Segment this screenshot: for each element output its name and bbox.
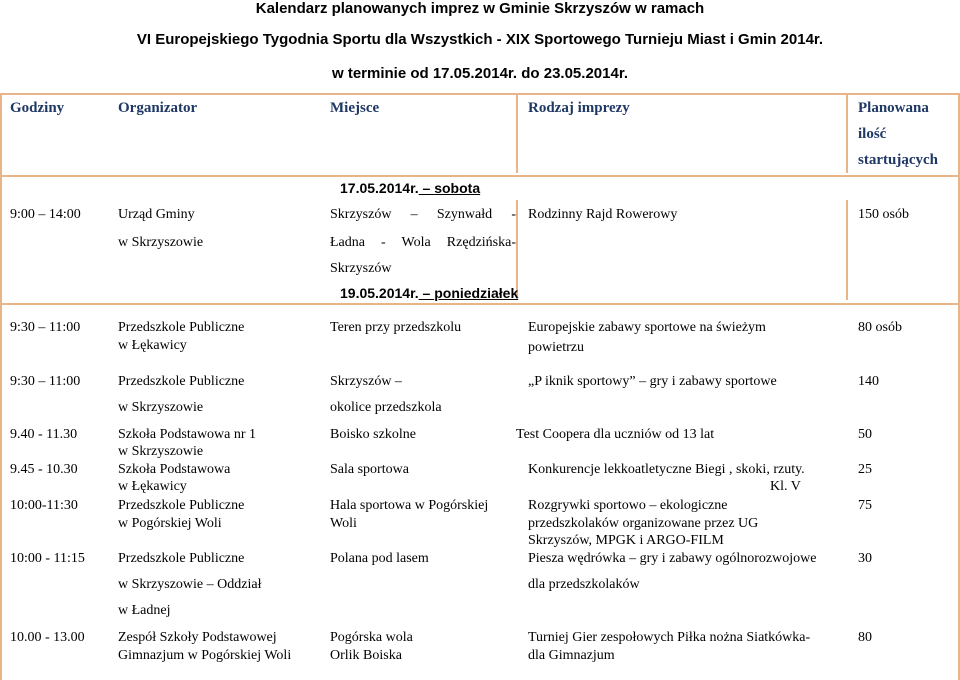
row-organizer: w Łękawicy [118,338,187,353]
row-event-type: „P iknik sportowy” – gry i zabawy sportowe [528,374,777,389]
header-rodzaj: Rodzaj imprezy [528,100,630,116]
row-place: Ładna - Wola Rzędzińska- [330,235,516,250]
row-place: Orlik Boiska [330,648,402,663]
row-organizer: w Pogórskiej Woli [118,516,222,531]
row-place: Skrzyszów – [330,374,402,389]
row-count: 80 [858,630,872,645]
row-event-type: Rozgrywki sportowo – ekologiczne [528,498,728,513]
row-organizer: Przedszkole Publiczne [118,498,245,513]
row-organizer: Szkoła Podstawowa nr 1 [118,427,257,442]
row-place: okolice przedszkola [330,400,442,415]
row-event-type: Skrzyszów, MPGK i ARGO-FILM [528,533,724,548]
row-organizer: w Skrzyszowie [118,400,204,415]
row-organizer: Urząd Gminy [118,207,195,222]
header-ilosc: ilość [858,126,887,142]
row-place: Skrzyszów – Szynwałd - [330,207,516,222]
row-organizer: Przedszkole Publiczne [118,551,245,566]
table-left-border [0,93,2,680]
row-organizer: w Skrzyszowie [118,235,204,250]
row-time: 9:00 – 14:00 [10,207,81,222]
row-organizer: w Ładnej [118,603,171,618]
row-organizer: Przedszkole Publiczne [118,374,245,389]
day-heading: 19.05.2014r. – poniedziałek [340,285,519,301]
row-count: 140 [858,374,879,389]
title-line-3: w terminie od 17.05.2014r. do 23.05.2014r. [331,65,628,82]
row-count: 30 [858,551,872,566]
row-time: 9:30 – 11:00 [10,320,81,335]
row-event-type: Piesza wędrówka – gry i zabawy ogólnorozwojowe [528,551,817,566]
header-startujacych: startujących [858,152,938,168]
column-divider [516,93,518,173]
row-organizer: Szkoła Podstawowa [118,462,231,477]
column-divider [846,200,848,300]
row-event-type: Rodzinny Rajd Rowerowy [528,207,678,222]
row-event-type: Test Coopera dla uczniów od 13 lat [516,427,715,442]
row-organizer: w Skrzyszowie – Oddział [118,577,262,592]
row-organizer: w Łękawicy [118,479,187,494]
row-organizer: w Skrzyszowie [118,444,204,459]
row-place: Teren przy przedszkolu [330,320,462,335]
row-time: 10:00-11:30 [10,498,78,513]
title-line-2: VI Europejskiego Tygodnia Sportu dla Wszystkich - XIX Sportowego Turnieju Miast i Gmin 2014r. [136,31,824,48]
row-count: 150 osób [858,207,909,222]
row-event-type: Turniej Gier zespołowych Piłka nożna Siatkówka- [528,630,811,645]
row-time: 10.00 - 13.00 [10,630,85,645]
row-event-type: Europejskie zabawy sportowe na świeżym [528,320,766,335]
row-event-type: przedszkolaków organizowane przez UG [528,516,759,531]
row-place: Sala sportowa [330,462,409,477]
header-organizator: Organizator [118,100,198,116]
row-place: Boisko szkolne [330,427,416,442]
row-count: 75 [858,498,872,513]
row-event-type: dla przedszkolaków [528,577,640,592]
row-organizer: Zespół Szkoły Podstawowej [118,630,277,645]
row-event-type: powietrzu [528,340,584,355]
column-divider [846,93,848,173]
row-organizer: Gimnazjum w Pogórskiej Woli [118,648,292,663]
row-event-type: Kl. V [770,479,801,494]
row-border [0,303,960,305]
row-time: 9.45 - 10.30 [10,462,78,477]
header-godziny: Godziny [10,100,65,116]
row-place: Skrzyszów [330,261,392,276]
row-event-type: dla Gimnazjum [528,648,615,663]
row-place: Polana pod lasem [330,551,429,566]
row-event-type: Konkurencje lekkoatletyczne Biegi , skoki, rzuty. [528,462,805,477]
row-count: 25 [858,462,872,477]
day-heading: 17.05.2014r. – sobota [340,180,481,196]
row-time: 10:00 - 11:15 [10,551,85,566]
table-header-border [0,175,960,177]
row-time: 9:30 – 11:00 [10,374,81,389]
row-count: 50 [858,427,872,442]
header-miejsce: Miejsce [330,100,380,116]
header-planowana: Planowana [858,100,929,116]
row-organizer: Przedszkole Publiczne [118,320,245,335]
title-line-1: Kalendarz planowanych imprez w Gminie Skrzyszów w ramach [255,0,705,17]
row-time: 9.40 - 11.30 [10,427,78,442]
row-place: Pogórska wola [330,630,413,645]
row-place: Hala sportowa w Pogórskiej [330,498,489,513]
row-count: 80 osób [858,320,902,335]
table-top-border [0,93,960,95]
row-place: Woli [330,516,357,531]
